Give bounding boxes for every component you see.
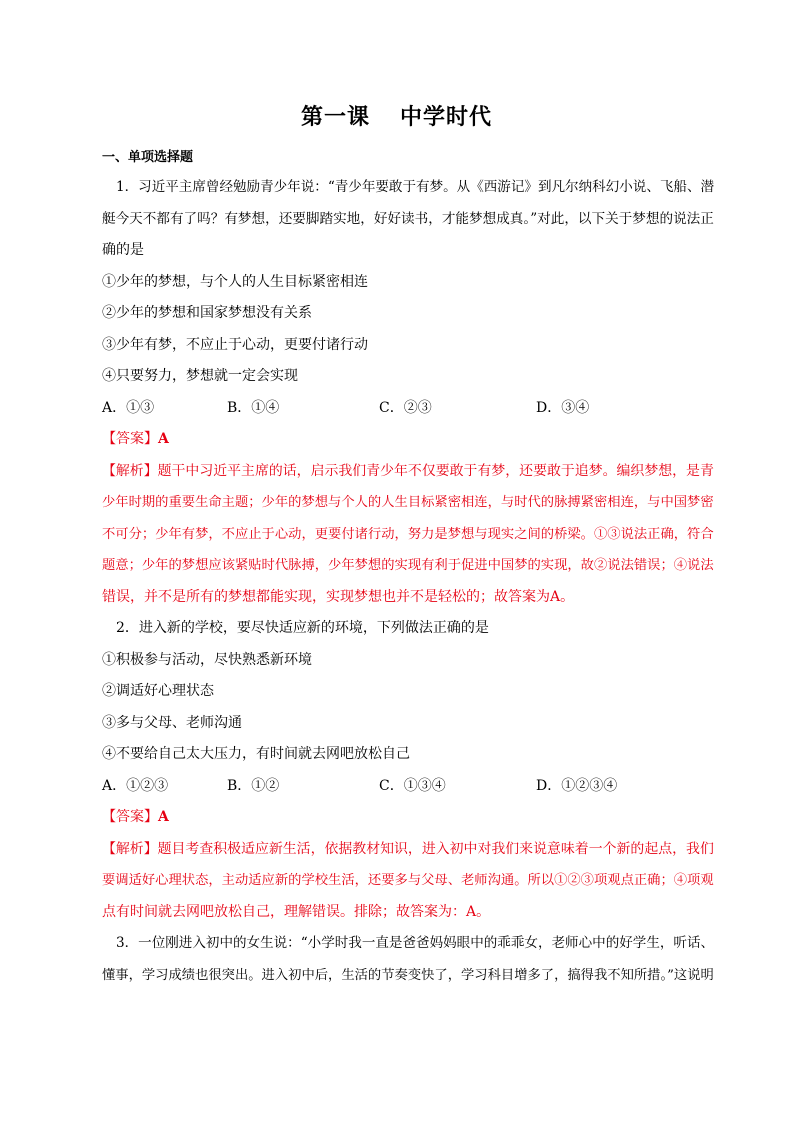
section-heading: 一、单项选择题 xyxy=(102,150,194,165)
analysis-label: 【解析】 xyxy=(102,462,158,479)
analysis-text: 题目考查积极适应新生活，依据教材知识，进入初中对我们来说意味着一个新的起点，我们 xyxy=(157,840,714,857)
option-d: D．③④ xyxy=(536,399,590,416)
answer-options xyxy=(102,393,714,425)
analysis-line: 点有时间就去网吧放松自己，理解错误。排除；故答案为：A。 xyxy=(102,903,491,920)
lesson-name: 中学时代 xyxy=(400,104,493,130)
answer-line xyxy=(102,424,714,456)
analysis-line: 错误，并不是所有的梦想都能实现，实现梦想也并不是轻松的；故答案为A。 xyxy=(102,588,575,605)
question-text-line: 懂事，学习成绩也很突出。进入初中后，生活的节奏变快了，学习科目增多了，搞得我不知所措。”这说明 xyxy=(102,967,714,983)
statement-item: ③少年有梦，不应止于心动，更要付诸行动 xyxy=(102,336,368,353)
question-text-line: 确的是 xyxy=(102,242,144,258)
answer-value: A xyxy=(158,431,169,447)
option-a: A．①②③ xyxy=(102,777,169,794)
analysis-line: 少年时期的重要生命主题；少年的梦想与个人的人生目标紧密相连，与时代的脉搏紧密相连，与中国梦密 xyxy=(102,495,714,510)
answer-label: 【答案】 xyxy=(102,809,158,825)
answer-label: 【答案】 xyxy=(102,431,158,447)
option-c: C．①③④ xyxy=(379,777,446,794)
statement-item: ④只要努力，梦想就一定会实现 xyxy=(102,368,298,384)
question-2 xyxy=(102,613,714,928)
analysis-line: 不可分；少年有梦，不应止于心动，更要付诸行动，努力是梦想与现实之间的桥梁。①③说法正确，符合 xyxy=(102,526,714,542)
statement-item: ②调适好心理状态 xyxy=(102,683,214,699)
lesson-number: 第一课 xyxy=(300,104,370,130)
question-text-line: 2．进入新的学校，要尽快适应新的环境，下列做法正确的是 xyxy=(116,620,489,636)
option-a: A．①③ xyxy=(102,399,155,416)
question-text-line: 艇今天不都有了吗？有梦想，还要脚踏实地，好好读书，才能梦想成真。”对此，以下关于梦想的说法正 xyxy=(102,210,714,227)
option-b: B．①② xyxy=(227,777,280,794)
statement-item: ④不要给自己太大压力，有时间就去网吧放松自己 xyxy=(102,746,410,762)
option-d: D．①②③④ xyxy=(536,777,618,794)
question-1 xyxy=(102,172,714,613)
answer-value: A xyxy=(158,809,169,825)
analysis-line xyxy=(102,456,714,488)
statement-item: ①少年的梦想，与个人的人生目标紧密相连 xyxy=(102,273,368,290)
question-3 xyxy=(102,928,714,991)
page-title xyxy=(0,100,793,131)
analysis-line xyxy=(102,834,714,866)
statement-item: ②少年的梦想和国家梦想没有关系 xyxy=(102,305,312,321)
analysis-line: 题意；少年的梦想应该紧贴时代脉搏，少年梦想的实现有利于促进中国梦的实现，故②说法错误；④说法 xyxy=(102,558,714,573)
answer-line xyxy=(102,802,714,834)
option-b: B．①④ xyxy=(227,399,280,416)
answer-options xyxy=(102,771,714,803)
analysis-line: 要调适好心理状态，主动适应新的学校生活，还要多与父母、老师沟通。所以①②③项观点正确；④项观 xyxy=(102,873,714,888)
analysis-label: 【解析】 xyxy=(102,840,158,857)
statement-item: ①积极参与活动，尽快熟悉新环境 xyxy=(102,651,312,668)
question-text-line: 1．习近平主席曾经勉励青少年说：“青少年要敢于有梦。从《西游记》到凡尔纳科幻小说、飞船、潜 xyxy=(116,179,715,195)
analysis-text: 题干中习近平主席的话，启示我们青少年不仅要敢于有梦，还要敢于追梦。编织梦想，是青 xyxy=(157,462,714,479)
question-list xyxy=(102,172,714,991)
option-c: C．②③ xyxy=(379,399,432,416)
statement-item: ③多与父母、老师沟通 xyxy=(102,714,242,731)
question-text-line: 3．一位刚进入初中的女生说：“小学时我一直是爸爸妈妈眼中的乖乖女，老师心中的好学生，听话、 xyxy=(116,935,715,951)
